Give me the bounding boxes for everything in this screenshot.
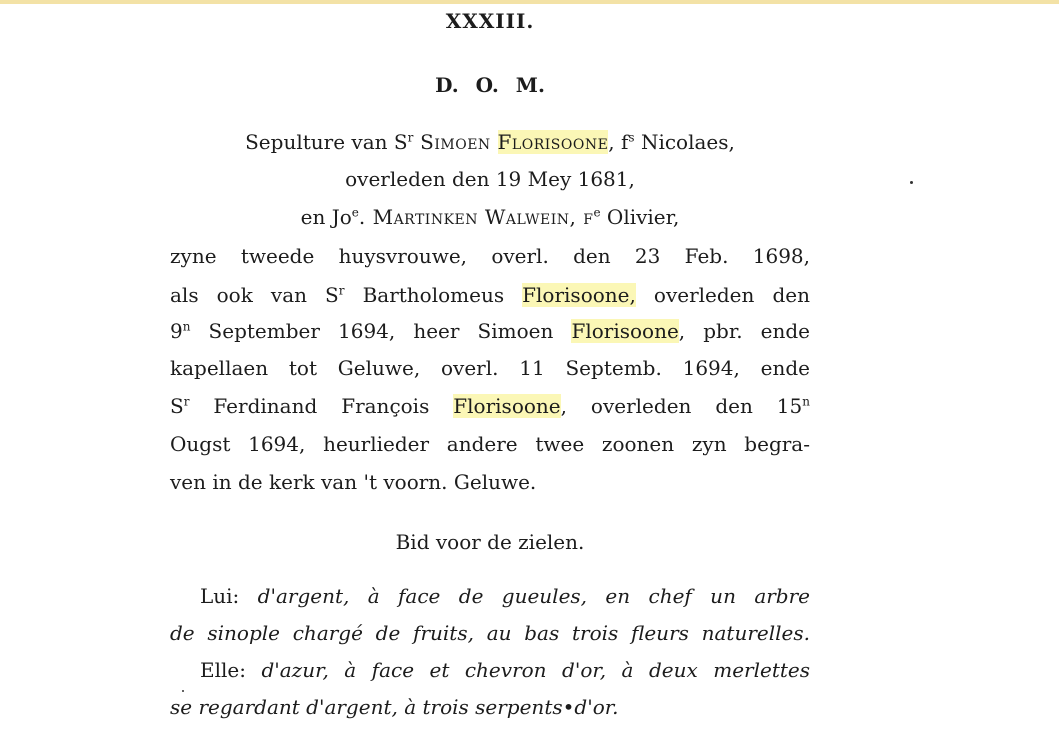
- section-number: XXXIII.: [445, 9, 535, 33]
- speck-mark: [182, 690, 184, 692]
- highlighted-name: Florisoone: [571, 319, 679, 343]
- highlighted-name: Florisoone: [497, 130, 609, 154]
- inscription-line-5: als ook van $S^r$ Bartholomeus Florisoone, overleden den: [170, 283, 810, 307]
- inscription-line-9: Ougst 1694, heurlieder andere twee zoonen zyn begra-: [170, 432, 810, 456]
- arms-elle-line-2: se regardant d'argent, à trois serpents•d'or.: [170, 695, 619, 719]
- arms-lui-label: Lui:: [200, 584, 240, 608]
- arms-lui-line-2: de sinople chargé de fruits, au bas trois fleurs naturelles.: [170, 621, 810, 645]
- arms-lui-line-1: Lui: d'argent, à face de gueules, en chef un arbre: [200, 584, 810, 608]
- inscription-line-4: zyne tweede huysvrouwe, overl. den 23 Feb. 1698,: [170, 244, 810, 268]
- prayer-line: Bid voor de zielen.: [395, 530, 585, 554]
- arms-elle-label: Elle:: [200, 658, 246, 682]
- inscription-line-10: ven in de kerk van 't voorn. Geluwe.: [170, 470, 537, 494]
- inscription-line-6: 9$^n$ September 1694, heer Simoen Florisoone, pbr. ende: [170, 319, 810, 343]
- arms-elle-line-1: Elle: d'azur, à face et chevron d'or, à deux merlettes: [200, 658, 810, 682]
- highlighted-name: Florisoone,: [522, 283, 636, 307]
- inscription-line-1: Sepulture van $S^r$ Simoen Florisoone, $f^s$ Nicolaes,: [245, 130, 735, 154]
- inscription-line-3: en Jo$^e$. Martinken Walwein, $f^e$ Olivier,: [300, 205, 680, 229]
- highlighted-name: Florisoone: [453, 394, 561, 418]
- inscription-line-8: $S^r$ Ferdinand François Florisoone, overleden den 15$^n$: [170, 394, 810, 418]
- inscription-line-2: overleden den 19 Mey 1681,: [345, 167, 635, 191]
- speck-mark: [910, 181, 913, 184]
- inscription-line-7: kapellaen tot Geluwe, overl. 11 Septemb. 1694, ende: [170, 356, 810, 380]
- dom-heading: D. O. M.: [435, 73, 545, 97]
